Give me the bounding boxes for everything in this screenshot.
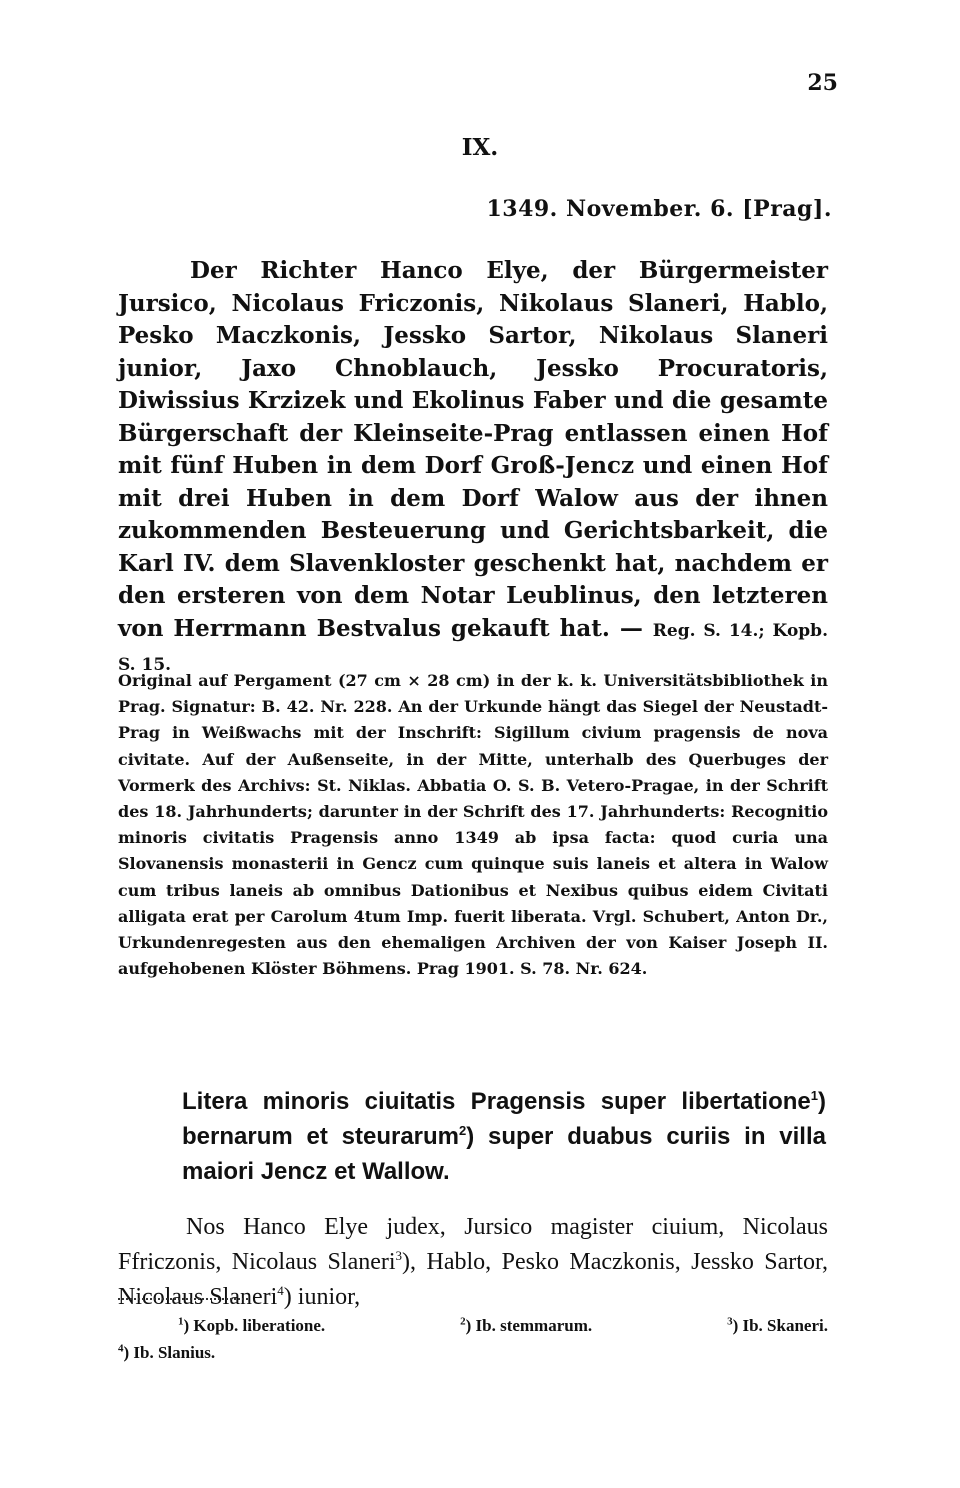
footnote-mark-3: 3 — [395, 1248, 403, 1263]
apparatus-paragraph: Original auf Pergament (27 cm × 28 cm) in der k. k. Universitätsbibliothek in Prag. Signatur: B. 42. Nr. 228. An der Urkunde hängt das Siegel der Neustadt-Prag in Weißwachs mit der Inschrift: Sigillum civium pragensis de nova civitate. Auf der Außenseite, in der Mitte, unterhalb des Querbuges der Vormerk des Archivs: St. Niklas. Abbatia O. S. B. Vetero-Pragae, in der Schrift des 18. Jahrhunderts; darunter in der Schrift des 17. Jahrhunderts: Recognitio minoris civitatis Pragensis anno 1349 ab ipsa facta: quod curia una Slovanensis monasterii in Gencz cum quinque suis laneis et altera in Walow cum tribus laneis ab omnibus Dationibus et Nexibus quibus eidem Civitati alligata erat per Carolum 4tum Imp. fuerit liberata. Vrgl. Schubert, Anton Dr., Urkundenregesten aus den ehemaligen Archiven der von Kaiser Joseph II. aufgehobenen Klöster Böhmens. Prag 1901. S. 78. Nr. 624. — [118, 671, 828, 979]
footnote-2-mark: 2 — [460, 1315, 466, 1328]
footnote-1-mark: 1 — [178, 1315, 184, 1328]
footnote-mark-2: 2 — [459, 1123, 467, 1138]
heading-part-3: ) super duabus curiis in villa maiori Jencz et Wallow. — [182, 1123, 826, 1185]
regest-text: Der Richter Hanco Elye, der Bürgermeister Jursico, Nicolaus Friczonis, Nikolaus Slaneri, Hablo, Pesko Maczkonis, Jessko Sartor, Nikolaus Slaneri junior, Jaxo Chnoblauch, Jessko Procuratoris, Diwissius Krzizek und Ekolinus Faber und die gesamte Bürgerschaft der Kleinseite-Prag entlassen einen Hof mit fünf Huben in dem Dorf Groß-Jencz und einen Hof mit drei Huben in dem Dorf Walow aus der ihnen zukommenden Besteuerung und Gerichtsbarkeit, die Karl IV. dem Slavenkloster geschenkt hat, nachdem er den ersteren von dem Notar Leublinus, den letzteren von Herrmann Bestvalus gekauft hat. — — [118, 257, 828, 642]
footnote-mark-1: 1 — [810, 1088, 818, 1103]
footnote-2-text: ) Ib. stemmarum. — [465, 1316, 593, 1335]
footnote-row — [118, 1312, 828, 1339]
charter-text-part-3: ) iunior, — [283, 1284, 361, 1310]
page-number: 25 — [807, 70, 838, 96]
footnotes — [118, 1312, 828, 1366]
charter-heading — [182, 1084, 826, 1189]
footnote-1-text: ) Kopb. liberatione. — [183, 1316, 326, 1335]
heading-part-1: Litera minoris ciuitatis Pragensis super libertatione — [182, 1088, 811, 1115]
charter-text-part-1: Nos Hanco Elye judex, Jursico magister ciuium, Nicolaus Ffriczonis, Nicolaus Slaneri — [118, 1214, 828, 1275]
footnote-3-mark: 3 — [727, 1315, 733, 1328]
footnote-3 — [727, 1312, 828, 1339]
charter-text-part-2: ), Hablo, Pesko Maczkonis, Jessko Sartor, Nicolaus Slaneri — [118, 1249, 828, 1310]
footnote-row — [118, 1339, 828, 1366]
footnote-1 — [178, 1312, 325, 1339]
regest-paragraph — [118, 255, 828, 682]
footnote-2 — [460, 1312, 592, 1339]
register-reference: Reg. S. 14.; Kopb. S. 15. — [118, 620, 828, 675]
footnote-4 — [118, 1339, 215, 1366]
footnote-4-mark: 4 — [118, 1342, 124, 1355]
date-line: 1349. November. 6. [Prag]. — [486, 196, 832, 222]
footnote-3-text: ) Ib. Skaneri. — [732, 1316, 828, 1335]
footnote-4-text: ) Ib. Slanius. — [123, 1343, 216, 1362]
footnote-separator — [118, 1298, 248, 1300]
document-number: IX. — [461, 134, 499, 161]
footnote-mark-4: 4 — [277, 1283, 284, 1298]
heading-part-2: ) bernarum et steurarum — [182, 1088, 826, 1150]
